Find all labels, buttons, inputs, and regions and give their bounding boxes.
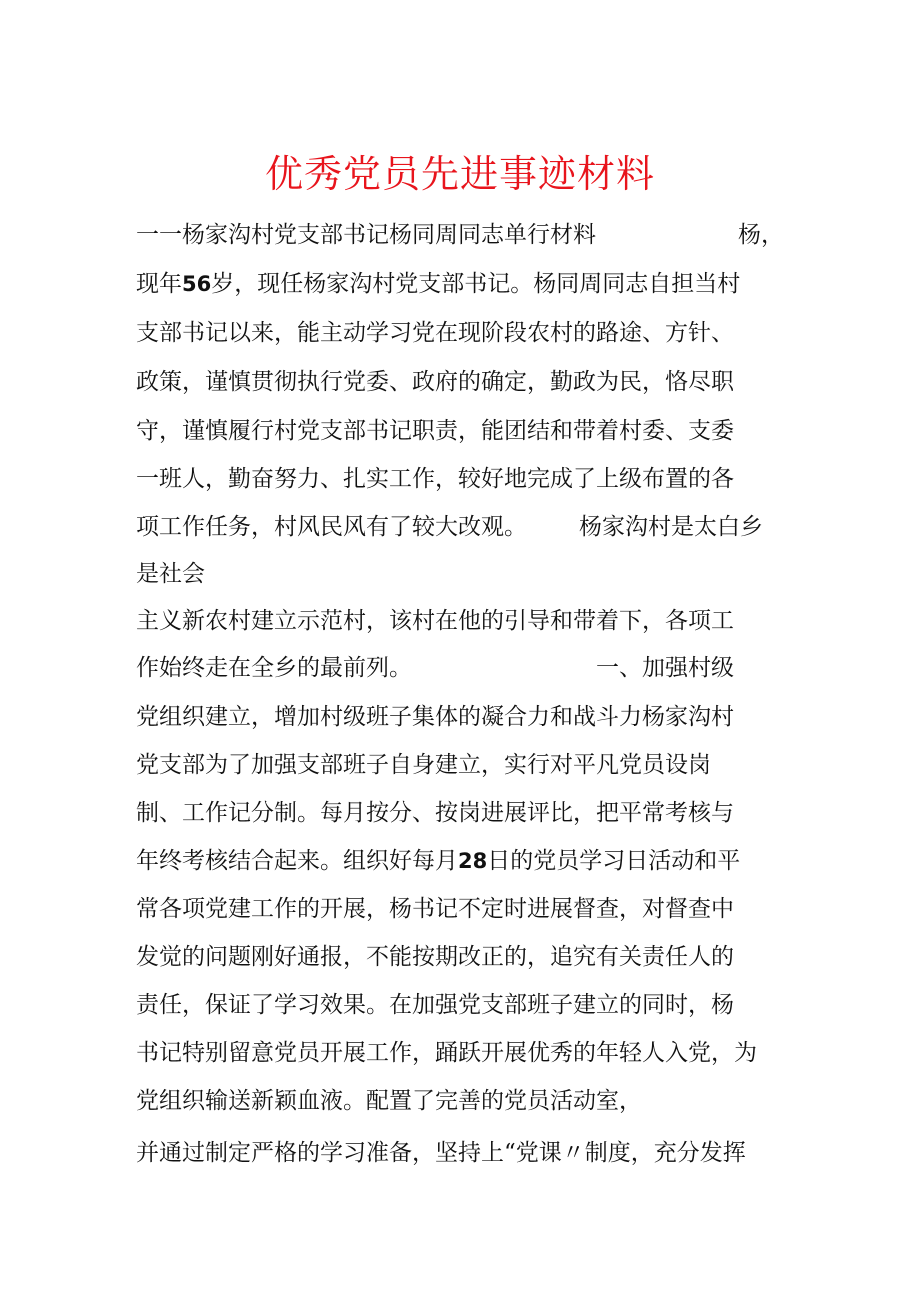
age-number: 56 xyxy=(182,272,212,296)
line-text: 党组织建立，增加村级班子集体的凝合力和战斗力杨家沟村 xyxy=(136,704,734,730)
line-text: 党支部为了加强支部班子自身建立，实行对平凡党员设岗 xyxy=(136,752,711,778)
date-number: 28 xyxy=(458,849,488,873)
text-line xyxy=(136,648,412,688)
text-line xyxy=(136,1033,757,1073)
text-line xyxy=(136,554,205,594)
text-line-fragment: 杨， xyxy=(738,222,784,248)
text-line xyxy=(136,697,734,737)
line-text-continued: 岁，现任杨家沟村党支部书记。杨同周同志自担当村 xyxy=(211,271,741,297)
line-text: 主义新农村建立示范村，该村在他的引导和带着下，各项工 xyxy=(136,608,734,634)
text-line xyxy=(136,889,734,929)
text-line xyxy=(136,1081,642,1121)
line-text: 并通过制定严格的学习准备，坚持上“党课〃制度，充分发挥 xyxy=(136,1140,746,1166)
line-text: 一一杨家沟村党支部书记杨同周同志单行材料 xyxy=(136,222,596,248)
text-line-fragment: 一、加强村级 xyxy=(596,655,734,681)
line-text: 年终考核结合起来。组织好每月 xyxy=(136,848,458,874)
text-line xyxy=(136,362,734,402)
text-line xyxy=(136,745,711,785)
line-text: 一班人，勤奋努力、扎实工作，较好地完成了上级布置的各 xyxy=(136,466,734,492)
text-line xyxy=(136,313,734,353)
text-line-fragment: 杨家沟村是太白乡 xyxy=(579,514,763,540)
text-line xyxy=(136,793,734,833)
line-text: 支部书记以来，能主动学习党在现阶段农村的路途、方针、 xyxy=(136,320,734,346)
text-line xyxy=(136,601,734,641)
text-line xyxy=(136,985,734,1025)
line-text: 作始终走在全乡的最前列。 xyxy=(136,655,412,681)
line-text: 常各项党建工作的开展，杨书记不定时进展督查，对督查中 xyxy=(136,896,734,922)
text-line xyxy=(136,841,740,881)
text-line xyxy=(136,411,734,451)
text-line xyxy=(136,459,734,499)
line-text: 发觉的问题刚好通报，不能按期改正的，追究有关责任人的 xyxy=(136,944,734,970)
text-line xyxy=(136,937,734,977)
line-text: 政策，谨慎贯彻执行党委、政府的确定，勤政为民，恪尽职 xyxy=(136,369,734,395)
line-text-continued: 日的党员学习日活动和平 xyxy=(487,848,741,874)
document-title: 优秀党员先进事迹材料 xyxy=(264,152,655,196)
text-line xyxy=(136,264,740,304)
text-line xyxy=(136,215,596,255)
line-text: 党组织输送新颖血液。配置了完善的党员活动室， xyxy=(136,1088,642,1114)
line-text: 项工作任务，村风民风有了较大改观。 xyxy=(136,514,527,540)
line-text: 是社会 xyxy=(136,561,205,587)
line-text: 责任，保证了学习效果。在加强党支部班子建立的同时，杨 xyxy=(136,992,734,1018)
line-text: 守，谨慎履行村党支部书记职责，能团结和带着村委、支委 xyxy=(136,418,734,444)
line-text: 书记特别留意党员开展工作，踊跃开展优秀的年轻人入党，为 xyxy=(136,1040,757,1066)
line-text: 现年 xyxy=(136,271,182,297)
text-line xyxy=(136,507,527,547)
line-text: 制、工作记分制。每月按分、按岗进展评比，把平常考核与 xyxy=(136,800,734,826)
text-line xyxy=(136,1133,746,1173)
